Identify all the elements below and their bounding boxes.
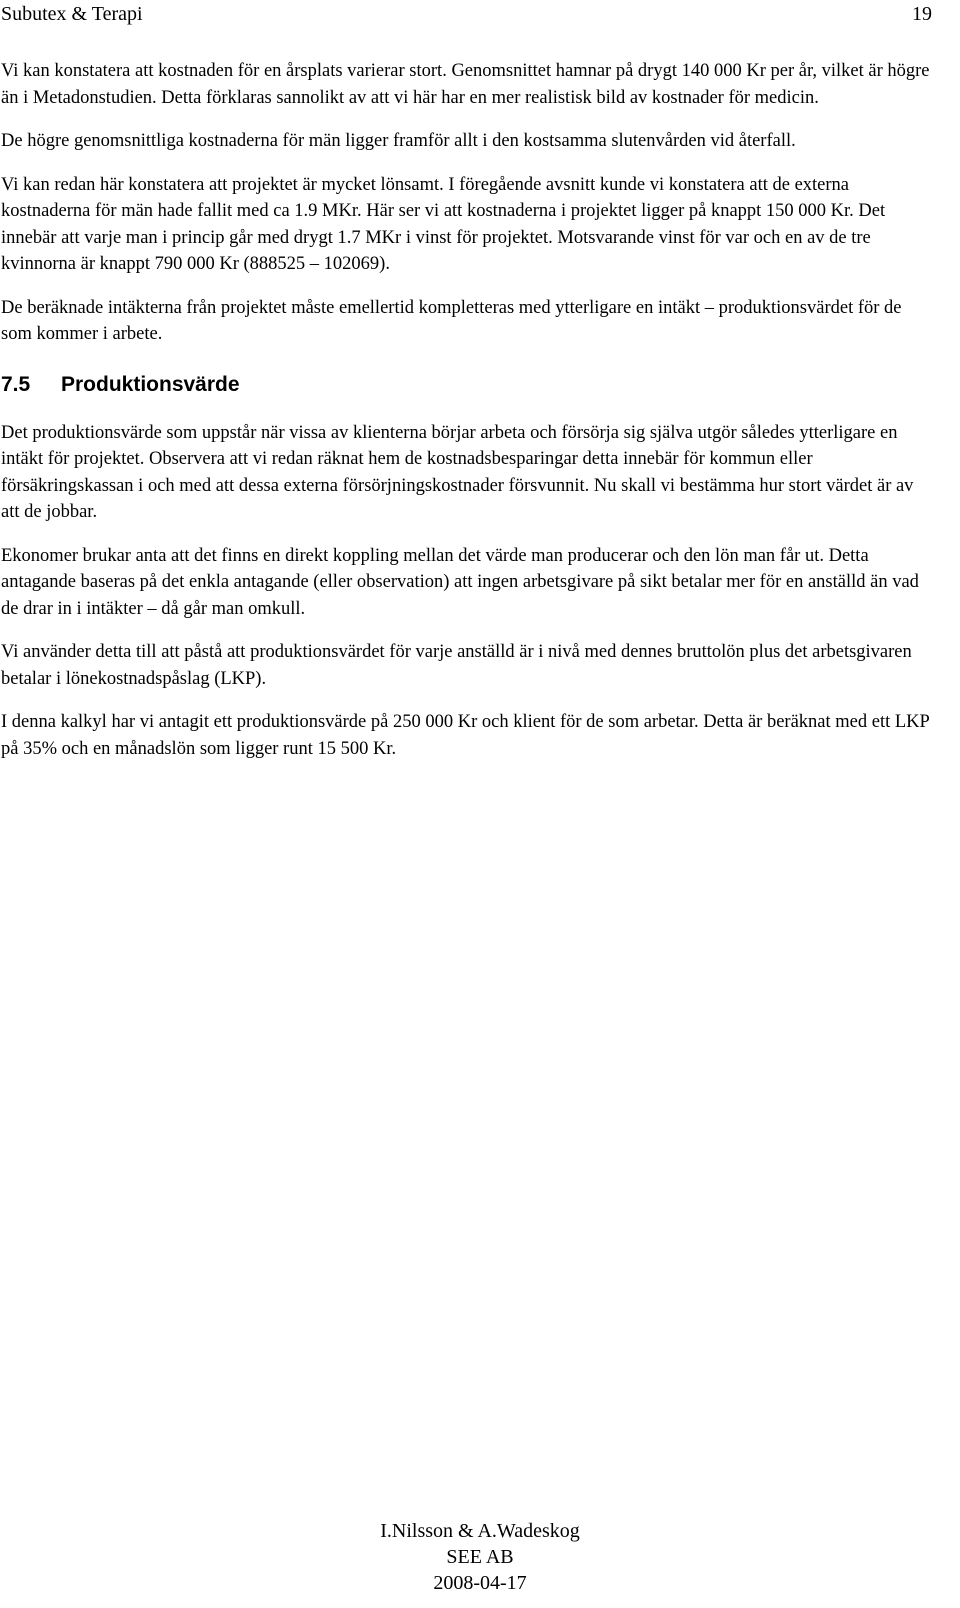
paragraph-men-costs: De högre genomsnittliga kostnaderna för män ligger framför allt i den kostsamma slutenvården vid återfall. [1, 131, 796, 151]
paragraph-production-value: Det produktionsvärde som uppstår när vissa av klienterna börjar arbeta och försörja sig själva utgör således ytterligare en intäkt för projektet. Observera att vi redan räknat hem de kostnadsbesparingar detta innebär för kommun eller försäkringskassan i och med att dessa externa försörjningskostnader försvunnit. Nu skall vi bestämma hur stort värdet är av att de jobbar. [1, 422, 914, 522]
paragraph-production-revenue: De beräknade intäkterna från projektet måste emellertid kompletteras med ytterligare en intäkt – produktionsvärdet för de som kommer i arbete. [1, 297, 902, 344]
document-body [1, 58, 931, 779]
page-footer [0, 1518, 960, 1596]
paragraph-economists: Ekonomer brukar anta att det finns en direkt koppling mellan det värde man producerar och den lön man får ut. Detta antagande baseras på det enkla antagande (eller observation) att ingen arbetsgivare på sikt betalar mer för en anställd än vad de drar in i intäkter – då går man omkull. [1, 545, 919, 619]
footer-date: 2008-04-17 [433, 1572, 527, 1594]
paragraph-calculation: I denna kalkyl har vi antagit ett produktionsvärde på 250 000 Kr och klient för de som arbetar. Detta är beräknat med ett LKP på 35% och en månadslön som ligger runt 15 500 Kr. [1, 712, 930, 759]
section-title: Produktionsvärde [61, 372, 240, 396]
footer-authors: I.Nilsson & A.Wadeskog [380, 1520, 580, 1542]
page-header [0, 0, 960, 30]
section-heading [1, 370, 931, 400]
page-number: 19 [912, 3, 932, 25]
paragraph-gross-salary: Vi använder detta till att påstå att produktionsvärdet för varje anställd är i nivå med dennes bruttolön plus det arbetsgivaren betalar i lönekostnadspåslag (LKP). [1, 642, 912, 689]
paragraph-annual-cost: Vi kan konstatera att kostnaden för en årsplats varierar stort. Genomsnittet hamnar på drygt 140 000 Kr per år, vilket är högre än i Metadonstudien. Detta förklaras sannolikt av att vi här har en mer realistisk bild av kostnader för medicin. [1, 61, 930, 108]
paragraph-profitability: Vi kan redan här konstatera att projektet är mycket lönsamt. I föregående avsnitt kunde vi konstatera att de externa kostnaderna för män hade fallit med ca 1.9 MKr. Här ser vi att kostnaderna i projektet ligger på knappt 150 000 Kr. Det innebär att varje man i princip går med drygt 1.7 MKr i vinst för projektet. Motsvarande vinst för var och en av de tre kvinnorna är knappt 790 000 Kr (888525 – 102069). [1, 174, 886, 274]
document-title: Subutex & Terapi [1, 3, 143, 25]
section-number: 7.5 [1, 372, 31, 396]
footer-company: SEE AB [446, 1546, 514, 1568]
